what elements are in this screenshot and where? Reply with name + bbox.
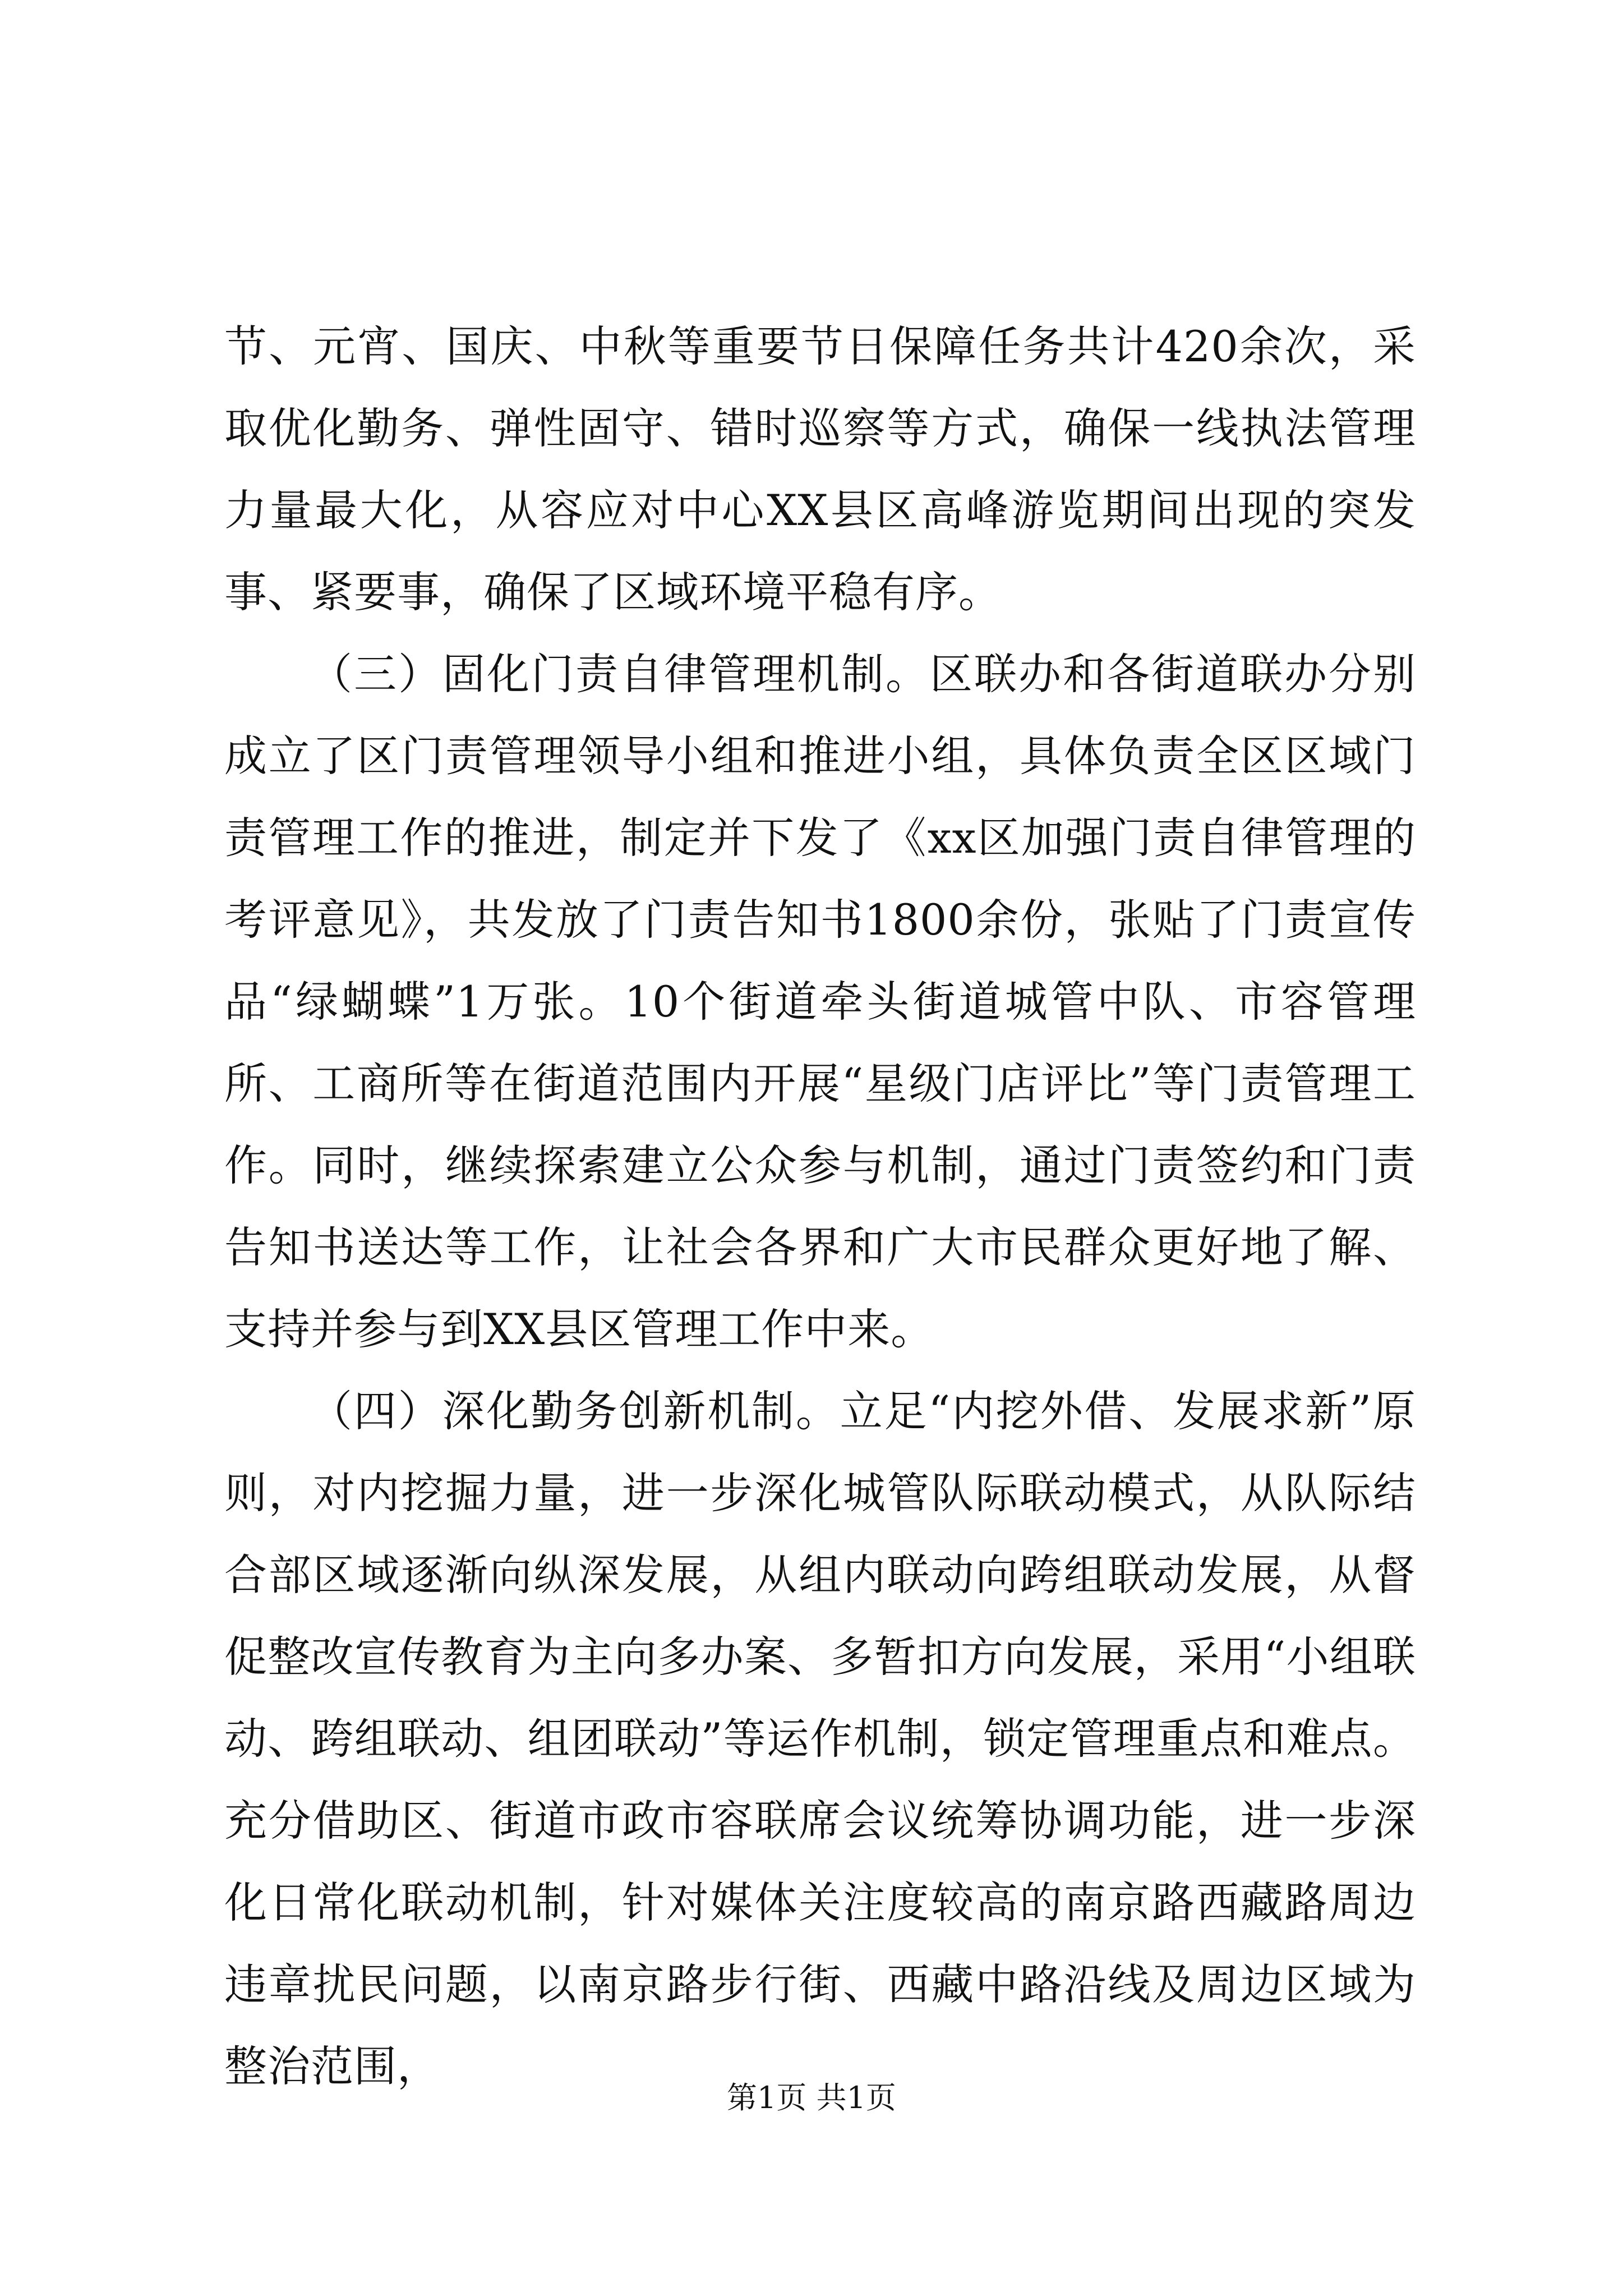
paragraph-3: （四）深化勤务创新机制。立足“内挖外借、发展求新”原则，对内挖掘力量，进一步深化城管队际联动模式，从队际结合部区域逐渐向纵深发展，从组内联动向跨组联动发展，从督促整改宣传教育为主向多办案、多暂扣方向发展，采用“小组联动、跨组联动、组团联动”等运作机制，锁定管理重点和难点。充分借助区、街道市政市容联席会议统筹协调功能，进一步深化日常化联动机制，针对媒体关注度较高的南京路西藏路周边违章扰民问题，以南京路步行街、西藏中路沿线及周边区域为整治范围， xyxy=(224,1386,1416,2091)
page-footer: 第1页 共1页 xyxy=(727,2080,896,2115)
paragraph-1: 节、元宵、国庆、中秋等重要节日保障任务共计420余次，采取优化勤务、弹性固守、错时巡察等方式，确保一线执法管理力量最大化，从容应对中心XX县区高峰游览期间出现的突发事、紧要事，确保了区域环境平稳有序。 xyxy=(224,321,1416,617)
document-body xyxy=(224,306,1416,2108)
paragraph-2: （三）固化门责自律管理机制。区联办和各街道联办分别成立了区门责管理领导小组和推进小组，具体负责全区区域门责管理工作的推进，制定并下发了《xx区加强门责自律管理的考评意见》，共发放了门责告知书1800余份，张贴了门责宣传品“绿蝴蝶”1万张。10个街道牵头街道城管中队、市容管理所、工商所等在街道范围内开展“星级门店评比”等门责管理工作。同时，继续探索建立公众参与机制，通过门责签约和门责告知书送达等工作，让社会各界和广大市民群众更好地了解、支持并参与到XX县区管理工作中来。 xyxy=(224,649,1416,1354)
